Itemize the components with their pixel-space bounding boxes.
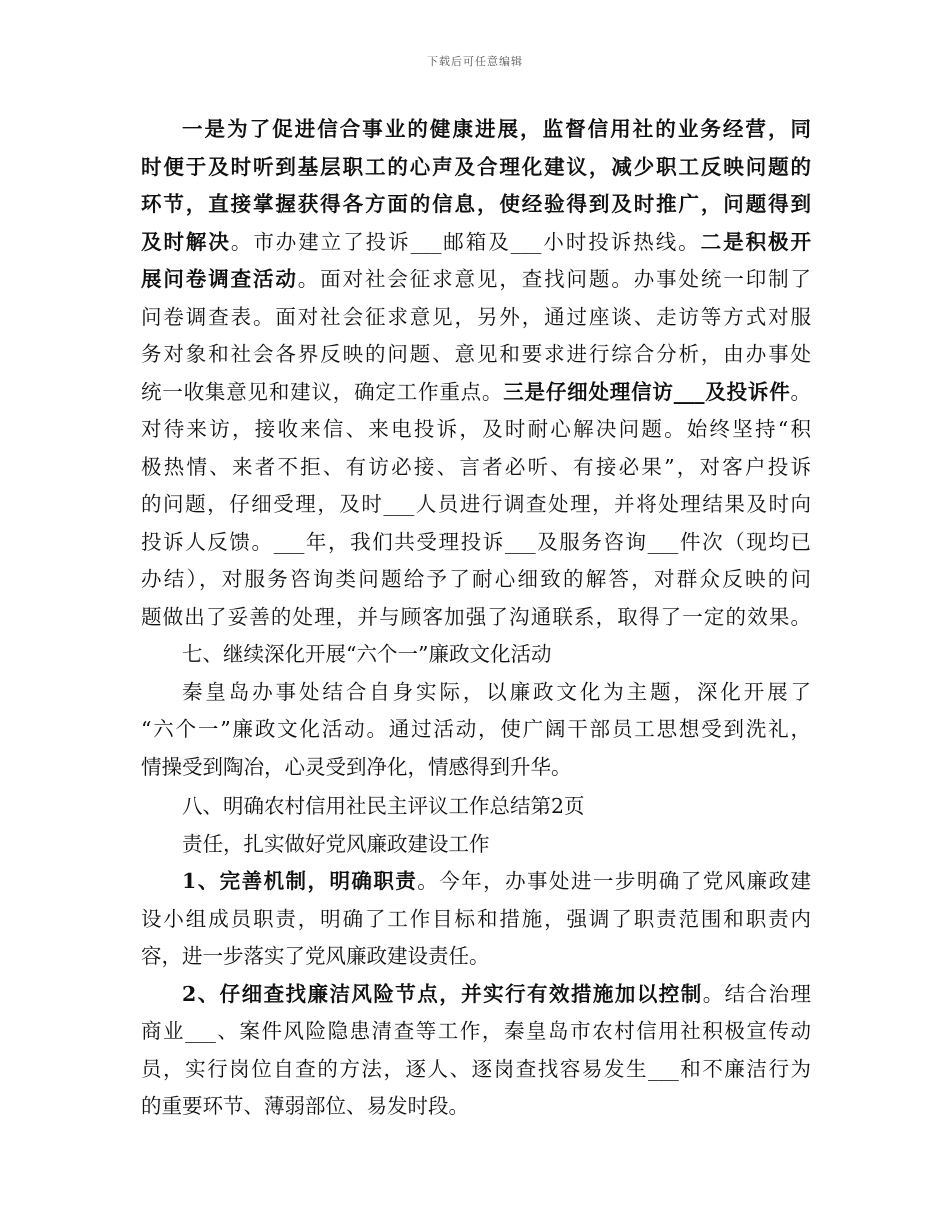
paragraph-line: 商业___、案件风险隐患清查等工作，秦皇岛市农村信用社积极宣传动 [141, 1019, 811, 1043]
bold-text: 及时解决 [141, 229, 231, 254]
paragraph-line [141, 224, 811, 262]
bold-text: 三是仔细处理信访___及投诉件 [503, 379, 791, 404]
paragraph-line: 极热情、来者不拒、有访必接、言者必听、有接必果”，对客户投诉 [141, 454, 811, 479]
paragraph-line: 容，进一步落实了党风廉政建设责任。 [141, 944, 490, 968]
paragraph-line: 投诉人反馈。___年，我们共受理投诉___及服务咨询___件次（现均已 [141, 529, 811, 554]
section-heading: 八、明确农村信用社民主评议工作总结第2页 [182, 794, 585, 818]
normal-text: 统一收集意见和建议，确定工作重点。 [141, 379, 504, 404]
bold-text: 2、仔细查找廉洁风险节点，并实行有效措施加以控制 [182, 981, 703, 1006]
section-heading: 七、继续深化开展“六个一”廉政文化活动 [182, 642, 552, 666]
normal-text: 。今年，办事处进一步明确了党风廉政建 [417, 869, 811, 893]
paragraph-line [141, 261, 811, 299]
bold-text: 展问卷调查活动 [141, 267, 298, 291]
paragraph-line: “六个一”廉政文化活动。通过活动，使广阔干部员工思想受到洗礼， [141, 717, 811, 741]
bold-text: 二是积极开 [700, 229, 811, 254]
section-subheading: 责任，扎实做好党风廉政建设工作 [182, 831, 490, 856]
paragraph-line: 的问题，仔细受理，及时___人员进行调查处理，并将处理结果及时向 [141, 492, 811, 516]
normal-text: 。 [790, 379, 811, 404]
paragraph-line: 务对象和社会各界反映的问题、意见和要求进行综合分析，由办事处 [141, 342, 811, 366]
normal-text: 。面对社会征求意见，查找问题。办事处统一印制了 [297, 267, 811, 291]
normal-text: 。结合治理 [702, 981, 811, 1006]
paragraph-line: 员，实行岗位自查的方法，逐人、逐岗查找容易发生___和不廉洁行为 [141, 1056, 811, 1081]
paragraph-line: 一是为了促进信合事业的健康进展，监督信用社的业务经营，同 [182, 117, 811, 141]
paragraph-line [141, 374, 811, 412]
paragraph-line: 设小组成员职责，明确了工作目标和措施，强调了职责范围和职责内 [141, 906, 811, 931]
paragraph-line: 的重要环节、薄弱部位、易发时段。 [141, 1094, 469, 1118]
document-body [141, 111, 811, 1126]
normal-text: 。市办建立了投诉___邮箱及___小时投诉热线。 [230, 229, 701, 254]
paragraph-line [141, 976, 811, 1014]
paragraph-line: 情操受到陶冶，心灵受到净化，情感得到升华。 [141, 754, 572, 779]
paragraph-line: 时便于及时听到基层职工的心声及合理化建议，减少职工反映问题的 [141, 154, 811, 179]
paragraph-line: 环节，直接掌握获得各方面的信息，使经验得到及时推广，问题得到 [141, 192, 811, 216]
paragraph-line: 办结），对服务咨询类问题给予了耐心细致的解答，对群众反映的问 [141, 567, 811, 591]
paragraph-line: 题做出了妥善的处理，并与顾客加强了沟通联系，取得了一定的效果。 [141, 604, 811, 629]
paragraph-line [141, 863, 811, 901]
page-header: 下载后可任意编辑 [427, 55, 523, 68]
paragraph-line: 问卷调查表。面对社会征求意见，另外，通过座谈、走访等方式对服 [141, 304, 811, 329]
paragraph-line: 秦皇岛办事处结合自身实际，以廉政文化为主题，深化开展了 [182, 679, 811, 704]
paragraph-line: 对待来访，接收来信、来电投诉，及时耐心解决问题。始终坚持“积 [141, 417, 811, 441]
bold-text: 1、完善机制，明确职责 [182, 869, 418, 893]
